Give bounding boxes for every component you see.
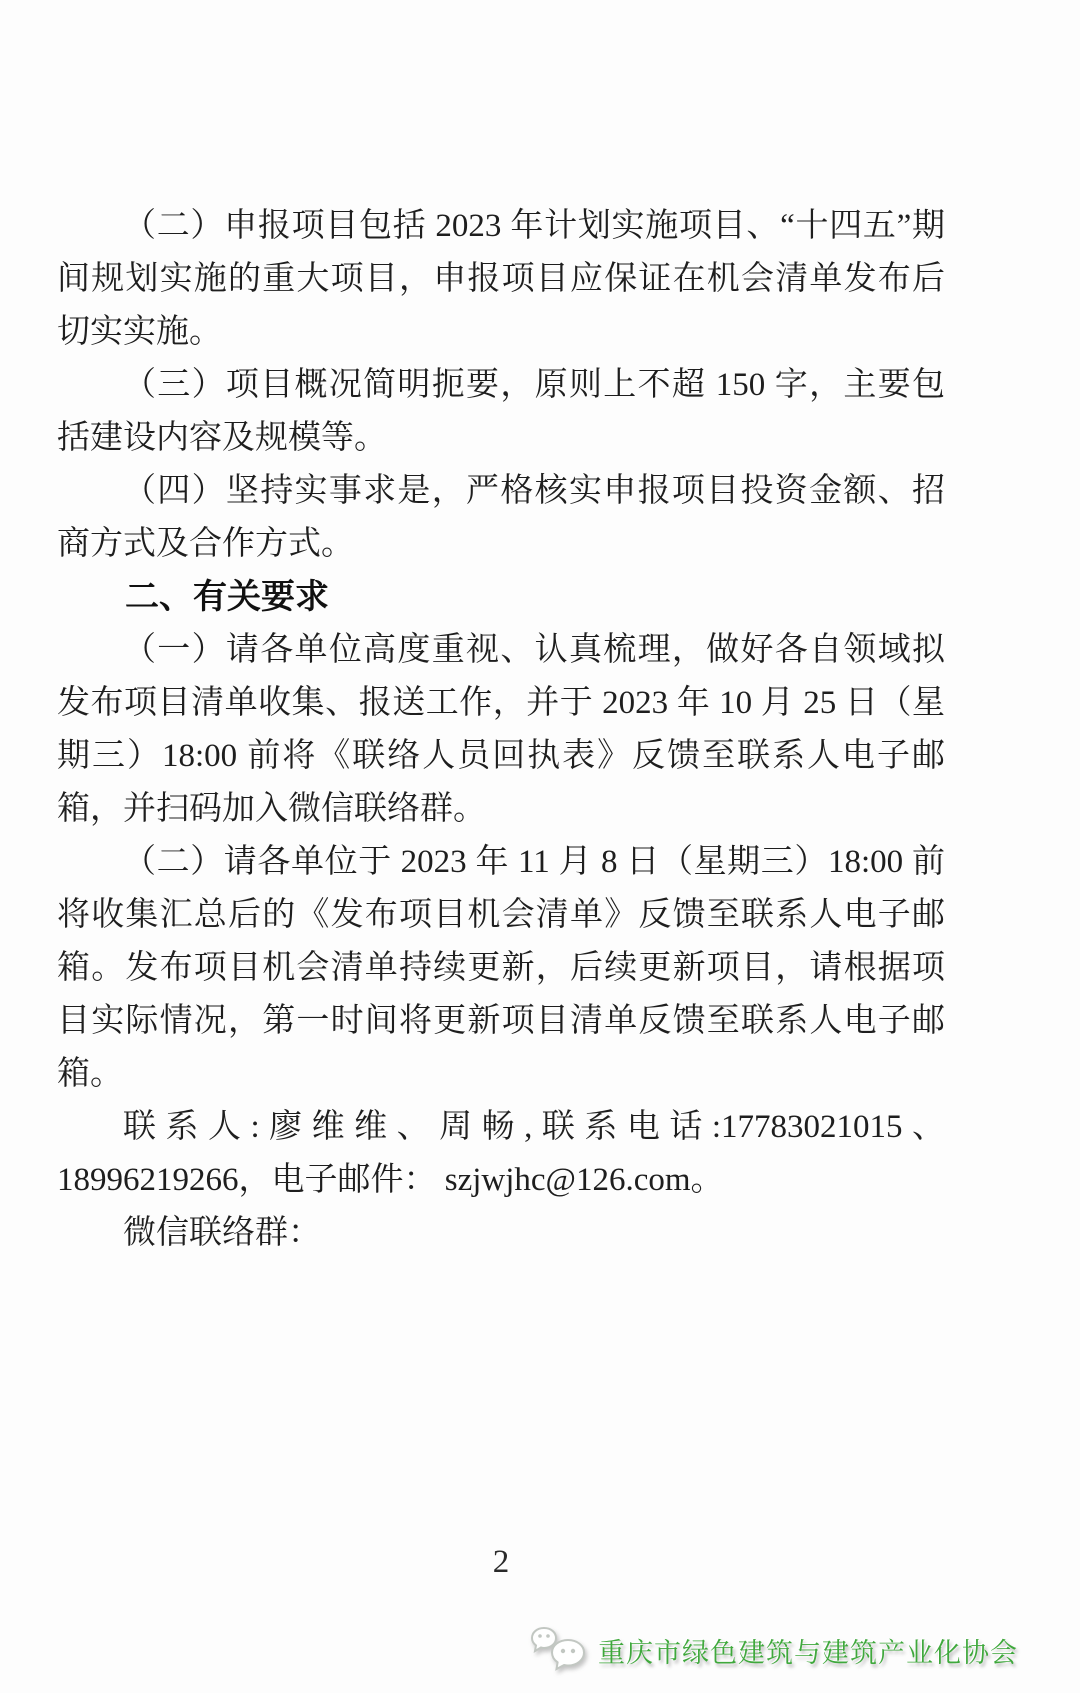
section-heading: 二、有关要求 <box>125 578 329 616</box>
paragraph: （四）坚持实事求是，严格核实申报项目投资金额、招商方式及合作方式。 <box>57 473 945 562</box>
wechat-bubbles-icon <box>530 1624 588 1676</box>
paragraph: （三）项目概况简明扼要，原则上不超 150 字，主要包括建设内容及规模等。 <box>57 367 945 456</box>
paragraph: 联系人:廖维维、周畅,联系电话:17783021015、18996219266，电子邮件： szjwjhc@126.com。 <box>57 1109 945 1198</box>
paragraph: 微信联络群： <box>123 1215 321 1251</box>
paragraph: （一）请各单位高度重视、认真梳理，做好各自领域拟发布项目清单收集、报送工作，并于 2023 年 10 月 25 日（星期三）18:00 前将《联络人员回执表》反馈至联系人电子邮箱，并扫码加入微信联络群。 <box>57 632 945 827</box>
paragraph: （二）请各单位于 2023 年 11 月 8 日（星期三）18:00 前将收集汇总后的《发布项目机会清单》反馈至联系人电子邮箱。发布项目机会清单持续更新，后续更新项目，请根据项目实际情况，第一时间将更新项目清单反馈至联系人电子邮箱。 <box>57 844 945 1092</box>
document-body <box>57 200 945 1260</box>
watermark-account-name: 重庆市绿色建筑与建筑产业化协会 <box>598 1637 1018 1668</box>
page-number: 2 <box>492 1544 510 1580</box>
paragraph: （二）申报项目包括 2023 年计划实施项目、“十四五”期间规划实施的重大项目，申报项目应保证在机会清单发布后切实实施。 <box>57 208 945 350</box>
account-watermark <box>530 1624 1018 1676</box>
